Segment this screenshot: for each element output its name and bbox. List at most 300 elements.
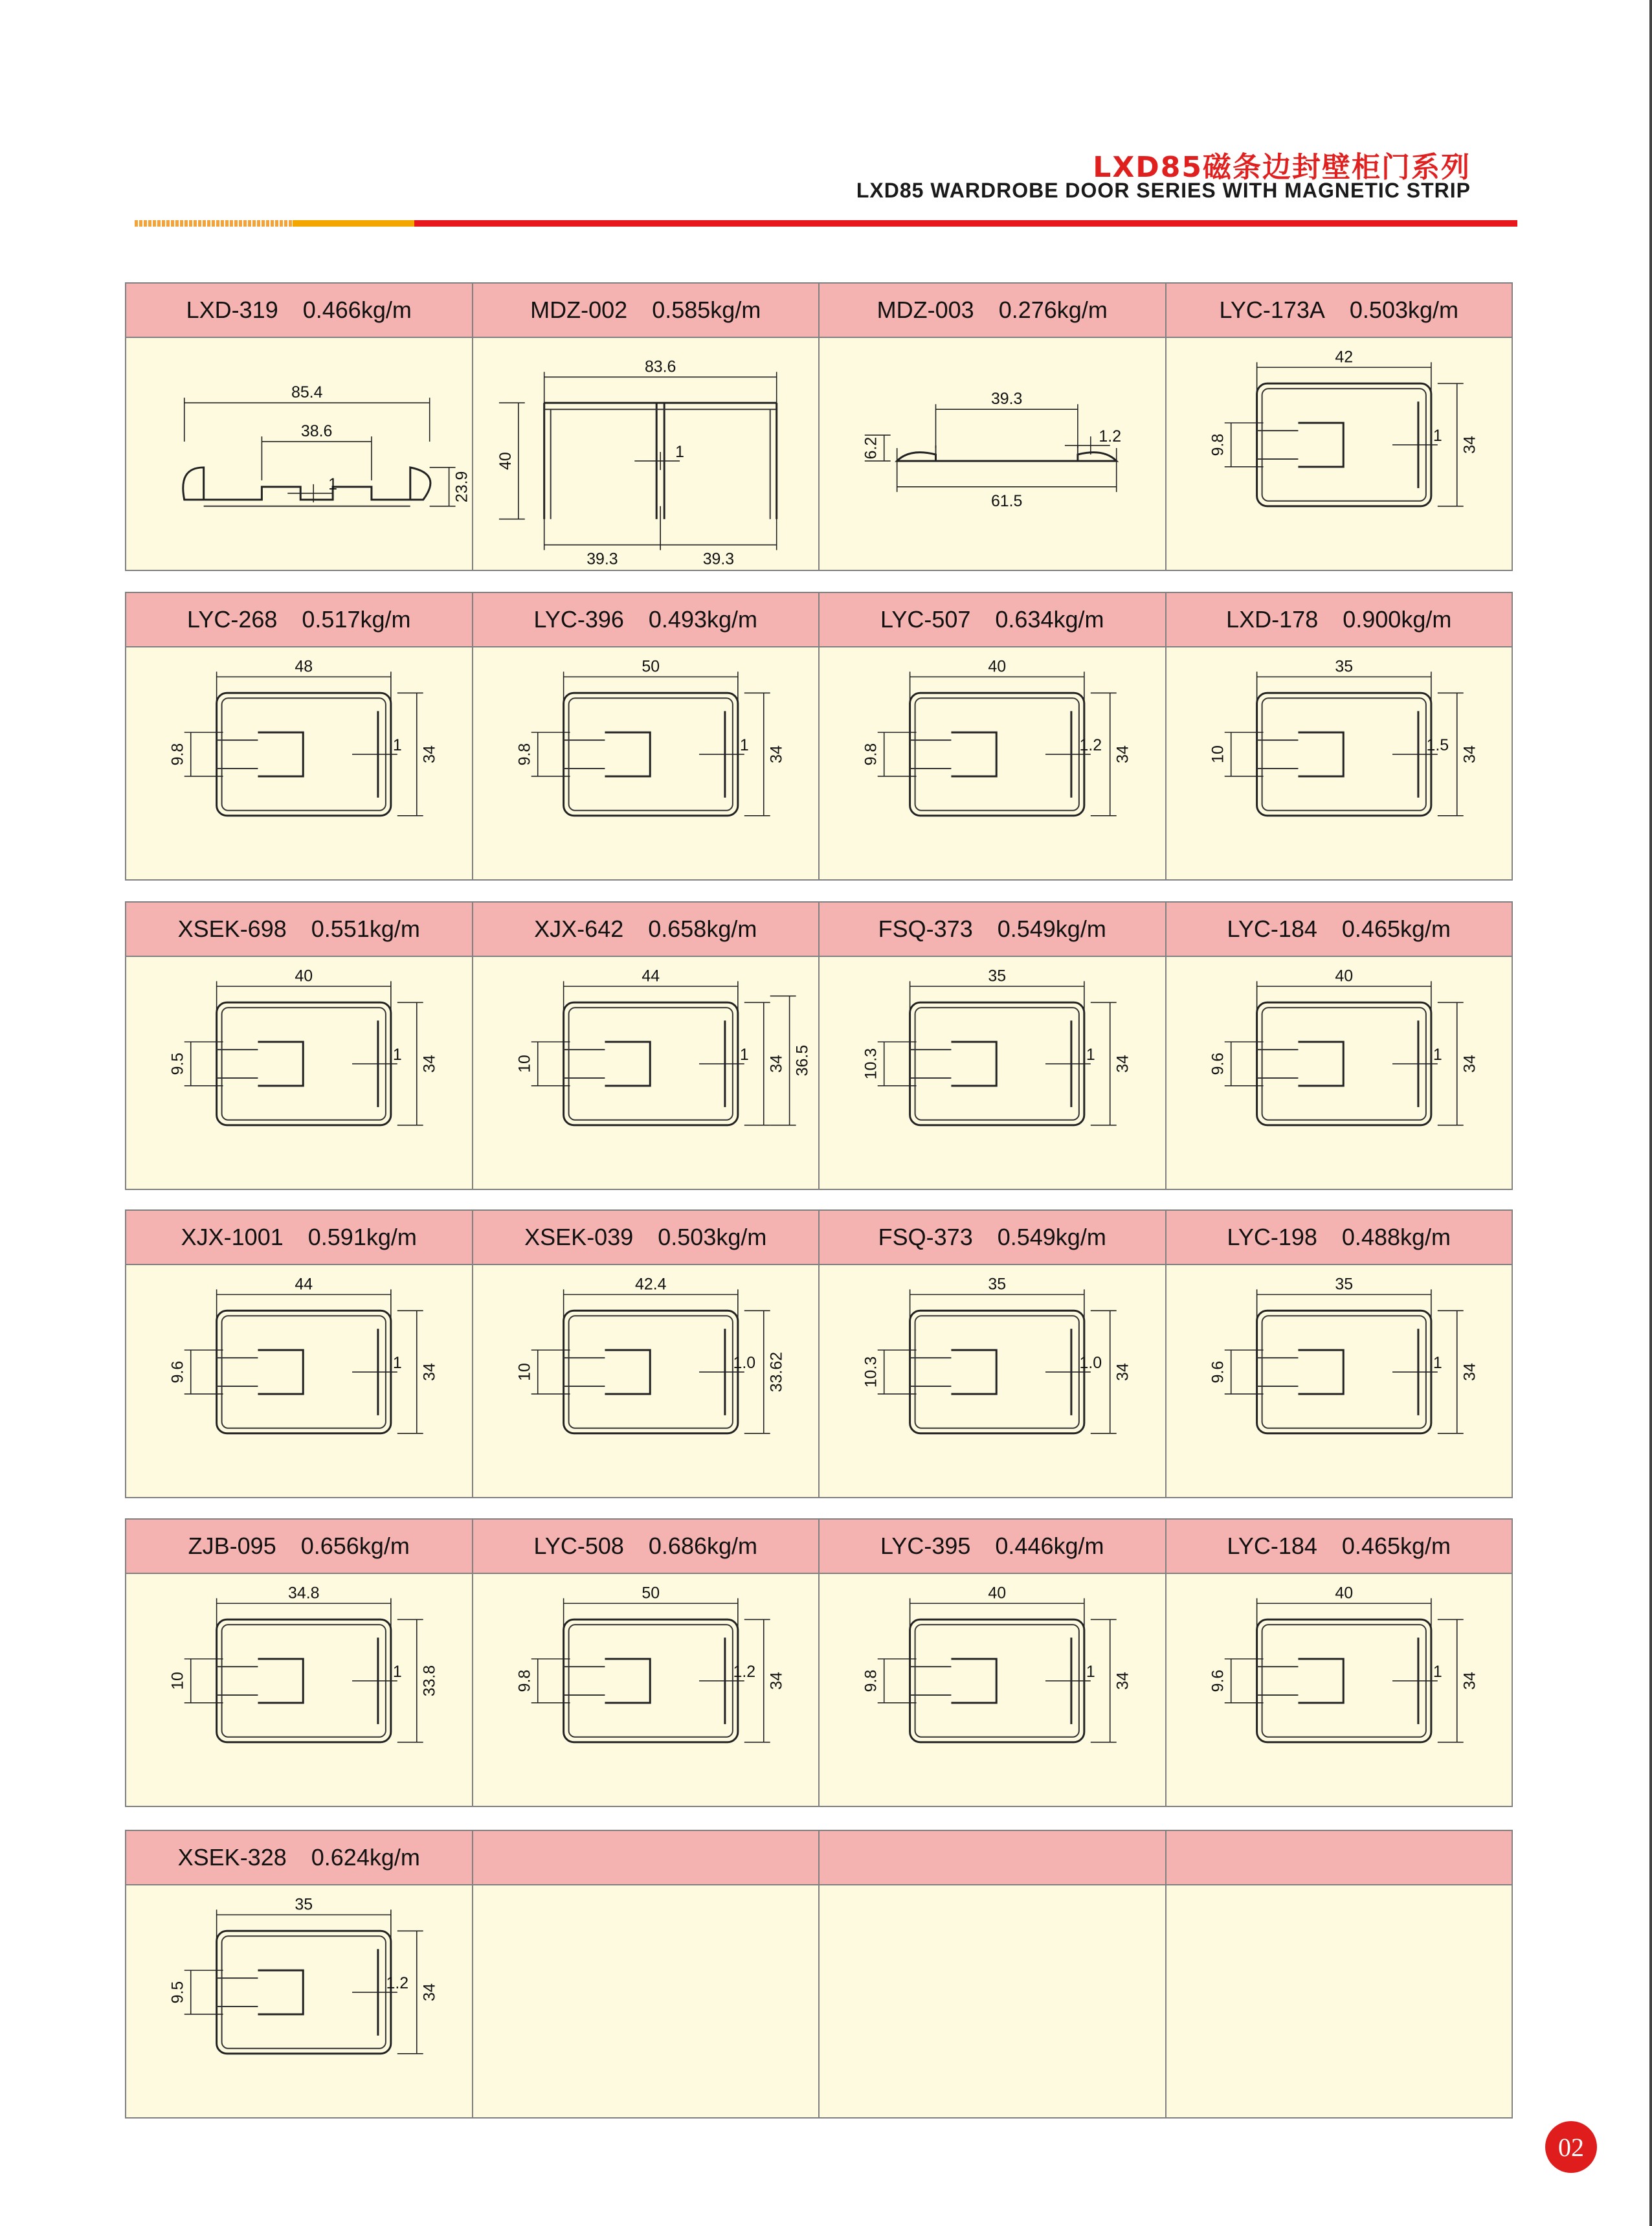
dimension-label: 61.5 bbox=[990, 491, 1023, 510]
profile-weight: 0.551kg/m bbox=[311, 916, 420, 942]
slot-dimension bbox=[1209, 1350, 1263, 1394]
profile-weight: 0.634kg/m bbox=[995, 606, 1104, 633]
profile-drawing-row bbox=[126, 1574, 1512, 1806]
height-dimension bbox=[862, 435, 891, 461]
width-dimension bbox=[910, 1584, 1084, 1642]
dimension-label: 9.8 bbox=[515, 1669, 534, 1692]
dimension-label: 1 bbox=[739, 1046, 749, 1064]
thickness-dimension bbox=[287, 475, 337, 502]
profile-weight: 0.591kg/m bbox=[307, 1224, 417, 1250]
dimension-label: 1 bbox=[1433, 427, 1442, 445]
dimension-label: 34 bbox=[1113, 745, 1132, 763]
height-dimension bbox=[1437, 1310, 1479, 1433]
profile-header-cell bbox=[126, 1211, 473, 1264]
dimension-label: 34 bbox=[1460, 436, 1479, 454]
profile-code: XSEK-039 bbox=[524, 1224, 634, 1250]
profile-row bbox=[125, 282, 1513, 571]
profile-code: XJX-1001 bbox=[181, 1224, 284, 1250]
profile-header-cell bbox=[1166, 284, 1512, 337]
height-dimension bbox=[430, 467, 471, 506]
profile-header-row bbox=[126, 1520, 1512, 1574]
profile-cross-section bbox=[473, 957, 819, 1189]
dimension-label: 35 bbox=[1334, 657, 1353, 676]
dimension-label: 39.3 bbox=[702, 550, 734, 568]
thickness-dimension bbox=[352, 1354, 402, 1381]
thickness-dimension bbox=[1065, 427, 1121, 455]
width-dimension bbox=[217, 1275, 391, 1333]
thickness-dimension bbox=[352, 1974, 408, 2001]
profile-code: LYC-184 bbox=[1227, 1533, 1317, 1559]
slot-dimension bbox=[515, 1350, 570, 1394]
profile-header-cell bbox=[820, 1831, 1166, 1884]
width-dimension bbox=[910, 657, 1084, 715]
dimension-label: 83.6 bbox=[644, 357, 676, 376]
page-number: 02 bbox=[1545, 2121, 1597, 2173]
dimension-label: 50 bbox=[641, 1584, 660, 1602]
profile-weight: 0.549kg/m bbox=[997, 916, 1106, 942]
profile-row bbox=[125, 1518, 1513, 1807]
profile-header-row bbox=[126, 1211, 1512, 1265]
profile-code: MDZ-002 bbox=[530, 297, 628, 323]
thickness-dimension bbox=[1045, 1354, 1102, 1381]
width-dimension bbox=[1256, 967, 1431, 1025]
slot-dimension bbox=[862, 732, 917, 776]
width-dimension bbox=[563, 967, 737, 1025]
height-dimension bbox=[744, 693, 785, 815]
profile-drawing-cell bbox=[820, 1885, 1166, 2117]
dimension-label: 1 bbox=[1433, 1046, 1442, 1064]
profile-cross-section bbox=[1166, 1574, 1512, 1806]
thickness-dimension bbox=[699, 736, 749, 763]
dimension-label: 10 bbox=[168, 1672, 187, 1690]
profile-drawing-row bbox=[126, 1885, 1512, 2117]
profile-cross-section bbox=[1166, 647, 1512, 879]
profile-cross-section bbox=[126, 1574, 472, 1806]
profile-row bbox=[125, 592, 1513, 881]
profile-weight: 0.446kg/m bbox=[995, 1533, 1104, 1559]
profile-weight: 0.900kg/m bbox=[1343, 606, 1452, 633]
height-dimension bbox=[397, 1310, 439, 1433]
thickness-dimension bbox=[1392, 1046, 1442, 1073]
height-dimension bbox=[744, 1002, 785, 1125]
dimension-label: 36.5 bbox=[793, 1044, 812, 1077]
profile-header-cell bbox=[820, 284, 1166, 337]
dimension-label: 34 bbox=[1460, 745, 1479, 763]
profile-drawing-row bbox=[126, 647, 1512, 879]
dimension-label: 34 bbox=[420, 1983, 439, 2001]
profile-drawing-cell bbox=[820, 1265, 1166, 1497]
height-dimension bbox=[496, 403, 524, 519]
profile-weight: 0.549kg/m bbox=[997, 1224, 1106, 1250]
profile-weight: 0.686kg/m bbox=[648, 1533, 758, 1559]
profile-header-cell bbox=[473, 1520, 820, 1573]
width-dimension bbox=[544, 357, 776, 416]
profile-header-cell bbox=[473, 1831, 820, 1884]
dimension-label: 1 bbox=[1086, 1046, 1095, 1064]
profile-code: MDZ-003 bbox=[876, 297, 974, 323]
profile-cross-section bbox=[126, 1885, 472, 2117]
bottom-dimension bbox=[544, 506, 660, 568]
dimension-label: 1 bbox=[392, 1354, 402, 1373]
profile-drawing-cell bbox=[126, 957, 473, 1189]
profile-header-cell bbox=[820, 593, 1166, 646]
dimension-label: 44 bbox=[295, 1275, 313, 1294]
width-dimension bbox=[935, 390, 1077, 448]
dimension-label: 34 bbox=[1460, 1363, 1479, 1381]
profile-cross-section bbox=[820, 338, 1165, 570]
height-dimension bbox=[1437, 1002, 1479, 1125]
profile-code: LYC-198 bbox=[1227, 1224, 1317, 1250]
dimension-label: 9.5 bbox=[168, 1052, 187, 1075]
dimension-label: 9.8 bbox=[862, 1669, 880, 1692]
profile-cross-section bbox=[1166, 338, 1512, 570]
slot-dimension bbox=[515, 1659, 570, 1703]
profile-weight: 0.488kg/m bbox=[1341, 1224, 1451, 1250]
profile-drawing-cell bbox=[126, 338, 473, 570]
dimension-label: 33.62 bbox=[767, 1351, 786, 1393]
profile-code: LXD-319 bbox=[186, 297, 278, 323]
profile-cross-section bbox=[126, 957, 472, 1189]
dimension-label: 34 bbox=[767, 745, 786, 763]
dimension-label: 1 bbox=[1433, 1354, 1442, 1373]
profile-drawing-cell bbox=[126, 1574, 473, 1806]
width-dimension bbox=[563, 657, 737, 715]
profile-header-row bbox=[126, 1831, 1512, 1885]
profile-row bbox=[125, 1830, 1513, 2119]
profile-code: LYC-507 bbox=[880, 606, 971, 633]
profile-drawing-row bbox=[126, 338, 1512, 570]
profile-header-cell bbox=[1166, 1520, 1512, 1573]
height-dimension bbox=[1437, 383, 1479, 506]
dimension-label: 1 bbox=[392, 1046, 402, 1064]
profile-drawing-cell bbox=[1166, 1574, 1512, 1806]
profile-drawing-cell bbox=[126, 1885, 473, 2117]
profile-weight: 0.585kg/m bbox=[652, 297, 761, 323]
dimension-label: 1.2 bbox=[1079, 736, 1102, 755]
profile-weight: 0.624kg/m bbox=[311, 1844, 420, 1871]
width-dimension bbox=[1256, 1275, 1431, 1333]
profile-drawing-cell bbox=[1166, 647, 1512, 879]
profile-code: LYC-396 bbox=[533, 606, 624, 633]
width-dimension bbox=[217, 657, 391, 715]
profile-drawing-cell bbox=[820, 647, 1166, 879]
profile-cross-section bbox=[473, 647, 819, 879]
profile-weight: 0.658kg/m bbox=[648, 916, 757, 942]
profile-weight: 0.503kg/m bbox=[1349, 297, 1459, 323]
dimension-label: 10 bbox=[1209, 745, 1227, 763]
profile-header-cell bbox=[473, 903, 820, 956]
profile-drawing-cell bbox=[473, 647, 820, 879]
dimension-label: 40 bbox=[1334, 967, 1353, 985]
dimension-label: 35 bbox=[1334, 1275, 1353, 1294]
thickness-dimension bbox=[352, 1663, 402, 1690]
width-dimension bbox=[910, 1275, 1084, 1333]
thickness-dimension bbox=[1045, 1663, 1095, 1690]
width-dimension bbox=[217, 967, 391, 1025]
profile-code: ZJB-095 bbox=[188, 1533, 276, 1559]
profile-drawing-cell bbox=[473, 957, 820, 1189]
profile-cross-section bbox=[126, 647, 472, 879]
thickness-dimension bbox=[634, 443, 684, 470]
thickness-dimension bbox=[352, 1046, 402, 1073]
profile-weight: 0.465kg/m bbox=[1341, 1533, 1451, 1559]
profile-code: XSEK-698 bbox=[177, 916, 287, 942]
profile-drawing-cell bbox=[473, 1265, 820, 1497]
dimension-label: 35 bbox=[988, 1275, 1007, 1294]
dimension-label: 39.3 bbox=[990, 390, 1023, 409]
dimension-label: 6.2 bbox=[862, 436, 880, 460]
thickness-dimension bbox=[1392, 736, 1449, 763]
profile-code: LXD-178 bbox=[1226, 606, 1319, 633]
dimension-label: 1.0 bbox=[1079, 1354, 1102, 1373]
profile-drawing-cell bbox=[1166, 1885, 1512, 2117]
profile-code: LYC-508 bbox=[533, 1533, 624, 1559]
profile-drawing-cell bbox=[1166, 957, 1512, 1189]
height-dimension bbox=[1091, 1619, 1132, 1742]
profile-row bbox=[125, 901, 1513, 1190]
profile-cross-section bbox=[473, 338, 819, 570]
profile-code: XJX-642 bbox=[534, 916, 624, 942]
height-dimension bbox=[397, 693, 439, 815]
dimension-label: 40 bbox=[988, 1584, 1007, 1602]
profile-header-cell bbox=[1166, 903, 1512, 956]
profile-cross-section bbox=[126, 1265, 472, 1497]
dimension-label: 39.3 bbox=[586, 550, 618, 568]
profile-drawing-cell bbox=[473, 1885, 820, 2117]
width-dimension bbox=[217, 1584, 391, 1642]
dimension-label: 34 bbox=[420, 1055, 439, 1073]
profile-header-cell bbox=[1166, 1831, 1512, 1884]
title-rule-red bbox=[414, 220, 1517, 227]
dimension-label: 48 bbox=[295, 657, 313, 676]
width-dimension bbox=[217, 1895, 391, 1953]
profile-drawing-cell bbox=[473, 1574, 820, 1806]
dimension-label: 10 bbox=[515, 1363, 534, 1381]
dimension-label: 42.4 bbox=[634, 1275, 666, 1294]
slot-dimension bbox=[1209, 1042, 1263, 1086]
slot-dimension bbox=[1209, 1659, 1263, 1703]
dimension-label: 34 bbox=[1113, 1672, 1132, 1690]
title-rule bbox=[135, 220, 1517, 227]
dimension-label: 9.8 bbox=[515, 743, 534, 766]
width-dimension bbox=[262, 422, 372, 480]
dimension-label: 23.9 bbox=[452, 471, 471, 503]
profile-code: FSQ-373 bbox=[878, 916, 973, 942]
dimension-label: 9.8 bbox=[168, 743, 187, 766]
series-title-english: LXD85 WARDROBE DOOR SERIES WITH MAGNETIC STRIP bbox=[856, 179, 1471, 202]
profile-weight: 0.466kg/m bbox=[302, 297, 412, 323]
profile-header-cell bbox=[126, 1520, 473, 1573]
profile-drawing-cell bbox=[820, 338, 1166, 570]
height-dimension bbox=[397, 1619, 439, 1742]
height-dimension bbox=[1437, 1619, 1479, 1742]
profile-drawing-row bbox=[126, 1265, 1512, 1497]
profile-cross-section bbox=[473, 1265, 819, 1497]
series-title-chinese: LXD85磁条边封壁柜门系列 bbox=[1093, 151, 1471, 184]
profile-header-row bbox=[126, 903, 1512, 957]
slot-dimension bbox=[862, 1350, 917, 1394]
dimension-label: 40 bbox=[1334, 1584, 1353, 1602]
profile-header-cell bbox=[820, 1520, 1166, 1573]
bottom-dimension bbox=[660, 506, 776, 568]
width-dimension bbox=[1256, 348, 1431, 406]
thickness-dimension bbox=[1045, 736, 1102, 763]
profile-code: LYC-173A bbox=[1219, 297, 1325, 323]
slot-dimension bbox=[169, 1970, 223, 2014]
dimension-label: 9.6 bbox=[1209, 1052, 1227, 1075]
dimension-label: 10.3 bbox=[862, 1048, 880, 1080]
width-dimension bbox=[910, 967, 1084, 1025]
profile-header-cell bbox=[126, 1831, 473, 1884]
profile-code: XSEK-328 bbox=[177, 1844, 287, 1871]
dimension-label: 1 bbox=[739, 736, 749, 755]
profile-drawing-row bbox=[126, 957, 1512, 1189]
thickness-dimension bbox=[352, 736, 402, 763]
profile-drawing-cell bbox=[820, 1574, 1166, 1806]
profile-cross-section bbox=[1166, 957, 1512, 1189]
profile-weight: 0.493kg/m bbox=[648, 606, 758, 633]
dimension-label: 1 bbox=[328, 475, 338, 493]
dimension-label: 34 bbox=[1113, 1055, 1132, 1073]
dimension-label: 1.0 bbox=[733, 1354, 755, 1373]
dimension-label: 1.2 bbox=[1099, 427, 1122, 446]
page-edge bbox=[1649, 0, 1652, 2226]
profile-header-cell bbox=[473, 284, 820, 337]
thickness-dimension bbox=[1045, 1046, 1095, 1073]
dimension-label: 1 bbox=[675, 442, 684, 461]
profile-header-cell bbox=[473, 593, 820, 646]
thickness-dimension bbox=[1392, 427, 1442, 454]
dimension-label: 40 bbox=[988, 657, 1007, 676]
profile-cross-section bbox=[820, 1574, 1165, 1806]
thickness-dimension bbox=[699, 1354, 755, 1381]
dimension-label: 1.5 bbox=[1426, 736, 1449, 755]
dimension-label: 40 bbox=[496, 452, 515, 470]
title-rule-dashed bbox=[135, 220, 293, 227]
slot-dimension bbox=[1209, 732, 1263, 776]
dimension-label: 34 bbox=[1460, 1055, 1479, 1073]
dimension-label: 40 bbox=[295, 967, 313, 985]
dimension-label: 33.8 bbox=[420, 1665, 439, 1697]
width-dimension bbox=[1256, 657, 1431, 715]
profile-header-cell bbox=[126, 593, 473, 646]
dimension-label: 38.6 bbox=[300, 422, 333, 441]
dimension-label: 1 bbox=[392, 1663, 402, 1681]
width-dimension bbox=[563, 1584, 737, 1642]
profile-header-cell bbox=[820, 903, 1166, 956]
dimension-label: 9.6 bbox=[1209, 1669, 1227, 1692]
profile-cross-section bbox=[820, 957, 1165, 1189]
profile-weight: 0.503kg/m bbox=[658, 1224, 767, 1250]
dimension-label: 34 bbox=[420, 745, 439, 763]
profile-weight: 0.656kg/m bbox=[300, 1533, 410, 1559]
thickness-dimension bbox=[699, 1046, 749, 1073]
profile-row bbox=[125, 1209, 1513, 1498]
dimension-label: 1 bbox=[392, 736, 402, 755]
profile-header-cell bbox=[473, 1211, 820, 1264]
slot-dimension bbox=[169, 1659, 223, 1703]
dimension-label: 1 bbox=[1433, 1663, 1442, 1681]
profile-cross-section bbox=[126, 338, 472, 570]
profile-header-cell bbox=[1166, 593, 1512, 646]
dimension-label: 34 bbox=[420, 1363, 439, 1381]
slot-dimension bbox=[862, 1659, 917, 1703]
profile-cross-section bbox=[1166, 1265, 1512, 1497]
profile-drawing-cell bbox=[1166, 1265, 1512, 1497]
thickness-dimension bbox=[699, 1663, 755, 1690]
dimension-label: 9.6 bbox=[1209, 1360, 1227, 1384]
profile-code: LYC-184 bbox=[1227, 916, 1317, 942]
dimension-label: 85.4 bbox=[291, 383, 323, 402]
dimension-label: 34.8 bbox=[287, 1584, 320, 1602]
dimension-label: 34 bbox=[767, 1672, 786, 1690]
slot-dimension bbox=[169, 1042, 223, 1086]
profile-header-cell bbox=[1166, 1211, 1512, 1264]
profile-code: FSQ-373 bbox=[878, 1224, 973, 1250]
slot-dimension bbox=[1209, 423, 1263, 467]
slot-dimension bbox=[515, 1042, 570, 1086]
title-rule-orange bbox=[293, 220, 414, 227]
dimension-label: 44 bbox=[641, 967, 660, 985]
dimension-label: 10 bbox=[515, 1055, 534, 1073]
profile-header-row bbox=[126, 284, 1512, 338]
profile-weight: 0.276kg/m bbox=[998, 297, 1108, 323]
profile-header-cell bbox=[820, 1211, 1166, 1264]
dimension-label: 34 bbox=[1460, 1672, 1479, 1690]
dimension-label: 10.3 bbox=[862, 1356, 880, 1388]
dimension-label: 9.8 bbox=[1209, 433, 1227, 456]
profile-header-cell bbox=[126, 284, 473, 337]
profile-weight: 0.517kg/m bbox=[302, 606, 411, 633]
dimension-label: 50 bbox=[641, 657, 660, 676]
height-dimension bbox=[1091, 1002, 1132, 1125]
dimension-label: 1.2 bbox=[386, 1974, 409, 1993]
profile-cross-section bbox=[820, 647, 1165, 879]
dimension-label: 9.6 bbox=[168, 1360, 187, 1384]
slot-dimension bbox=[169, 1350, 223, 1394]
profile-weight: 0.465kg/m bbox=[1341, 916, 1451, 942]
profile-cross-section bbox=[473, 1574, 819, 1806]
profile-drawing-cell bbox=[126, 647, 473, 879]
profile-drawing-cell bbox=[820, 957, 1166, 1189]
dimension-label: 1 bbox=[1086, 1663, 1095, 1681]
profile-drawing-cell bbox=[1166, 338, 1512, 570]
slot-dimension bbox=[169, 732, 223, 776]
dimension-label: 34 bbox=[767, 1055, 786, 1073]
thickness-dimension bbox=[1392, 1663, 1442, 1690]
dimension-label: 34 bbox=[1113, 1363, 1132, 1381]
dimension-label: 35 bbox=[295, 1895, 313, 1914]
thickness-dimension bbox=[1392, 1354, 1442, 1381]
width-dimension bbox=[1256, 1584, 1431, 1642]
profile-drawing-cell bbox=[126, 1265, 473, 1497]
dimension-label: 42 bbox=[1334, 348, 1353, 366]
dimension-label: 1.2 bbox=[733, 1663, 755, 1681]
bottom-dimension bbox=[897, 448, 1117, 510]
profile-drawing-cell bbox=[473, 338, 820, 570]
slot-dimension bbox=[862, 1042, 917, 1086]
slot-dimension bbox=[515, 732, 570, 776]
profile-header-row bbox=[126, 593, 1512, 647]
profile-cross-section bbox=[820, 1265, 1165, 1497]
height-dimension bbox=[397, 1002, 439, 1125]
dimension-label: 35 bbox=[988, 967, 1007, 985]
profile-code: LYC-395 bbox=[880, 1533, 971, 1559]
dimension-label: 9.8 bbox=[862, 743, 880, 766]
profile-code: LYC-268 bbox=[186, 606, 278, 633]
profile-header-cell bbox=[126, 903, 473, 956]
dimension-label: 9.5 bbox=[168, 1981, 187, 2004]
